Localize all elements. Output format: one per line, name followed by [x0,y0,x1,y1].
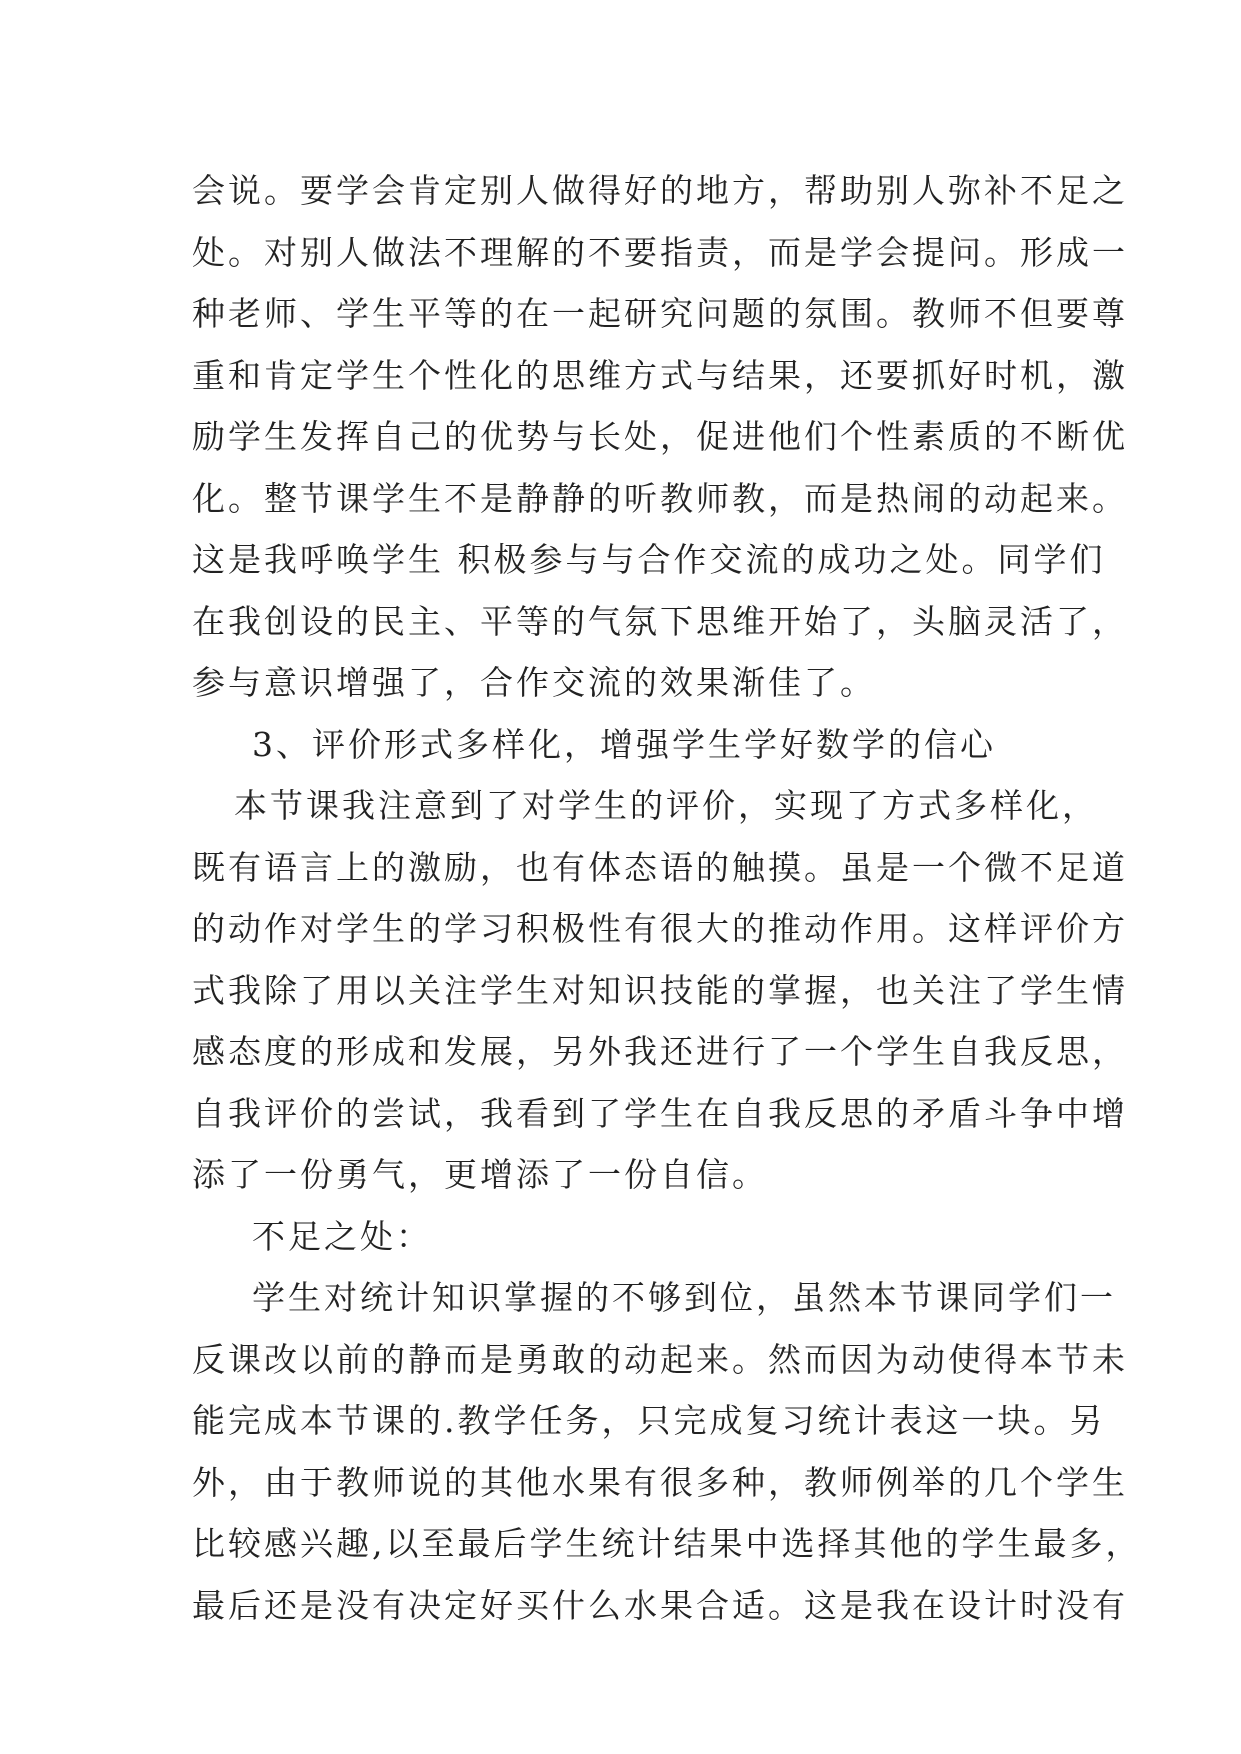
text-line: 的动作对学生的学习积极性有很大的推动作用。这样评价方 [192,909,1128,948]
text-line: 能完成本节课的.教学任务，只完成复习统计表这一块。另 [192,1401,1106,1440]
text-line: 会说。要学会肯定别人做得好的地方，帮助别人弥补不足之 [192,171,1128,210]
text-line: 比较感兴趣,以至最后学生统计结果中选择其他的学生最多， [192,1524,1142,1563]
text-line: 化。整节课学生不是静静的听教师教，而是热闹的动起来。 [192,478,1128,518]
text-line: 重和肯定学生个性化的思维方式与结果，还要抓好时机，激 [192,355,1128,395]
text-line: 自我评价的尝试，我看到了学生在自我反思的矛盾斗争中增 [192,1093,1128,1133]
paragraph-start: 本节课我注意到了对学生的评价，实现了方式多样化， [234,786,1098,825]
text-line: 反课改以前的静而是勇敢的动起来。然而因为动使得本节未 [192,1339,1128,1379]
text-line: 励学生发挥自己的优势与长处，促进他们个性素质的不断优 [192,417,1128,456]
text-line: 种老师、学生平等的在一起研究问题的氛围。教师不但要尊 [192,294,1128,333]
text-line: 最后还是没有决定好买什么水果合适。这是我在设计时没有 [192,1585,1128,1625]
subsection-heading: 不足之处： [252,1216,432,1256]
text-line: 感态度的形成和发展，另外我还进行了一个学生自我反思， [192,1032,1128,1071]
text-line: 既有语言上的激励，也有体态语的触摸。虽是一个微不足道 [192,847,1128,887]
text-line: 这是我呼唤学生 积极参与与合作交流的成功之处。同学们 [192,540,1106,579]
paragraph-start: 学生对统计知识掌握的不够到位，虽然本节课同学们一 [252,1278,1116,1317]
text-line: 添了一份勇气，更增添了一份自信。 [192,1155,768,1194]
document-body [192,160,1142,1636]
text-line: 式我除了用以关注学生对知识技能的掌握，也关注了学生情 [192,970,1128,1010]
text-line: 处。对别人做法不理解的不要指责，而是学会提问。形成一 [192,232,1128,272]
text-line: 参与意识增强了，合作交流的效果渐佳了。 [192,663,876,702]
text-line: 在我创设的民主、平等的气氛下思维开始了，头脑灵活了， [192,601,1128,641]
section-heading: 3、评价形式多样化，增强学生学好数学的信心 [252,724,996,764]
text-line: 外，由于教师说的其他水果有很多种，教师例举的几个学生 [192,1462,1128,1502]
